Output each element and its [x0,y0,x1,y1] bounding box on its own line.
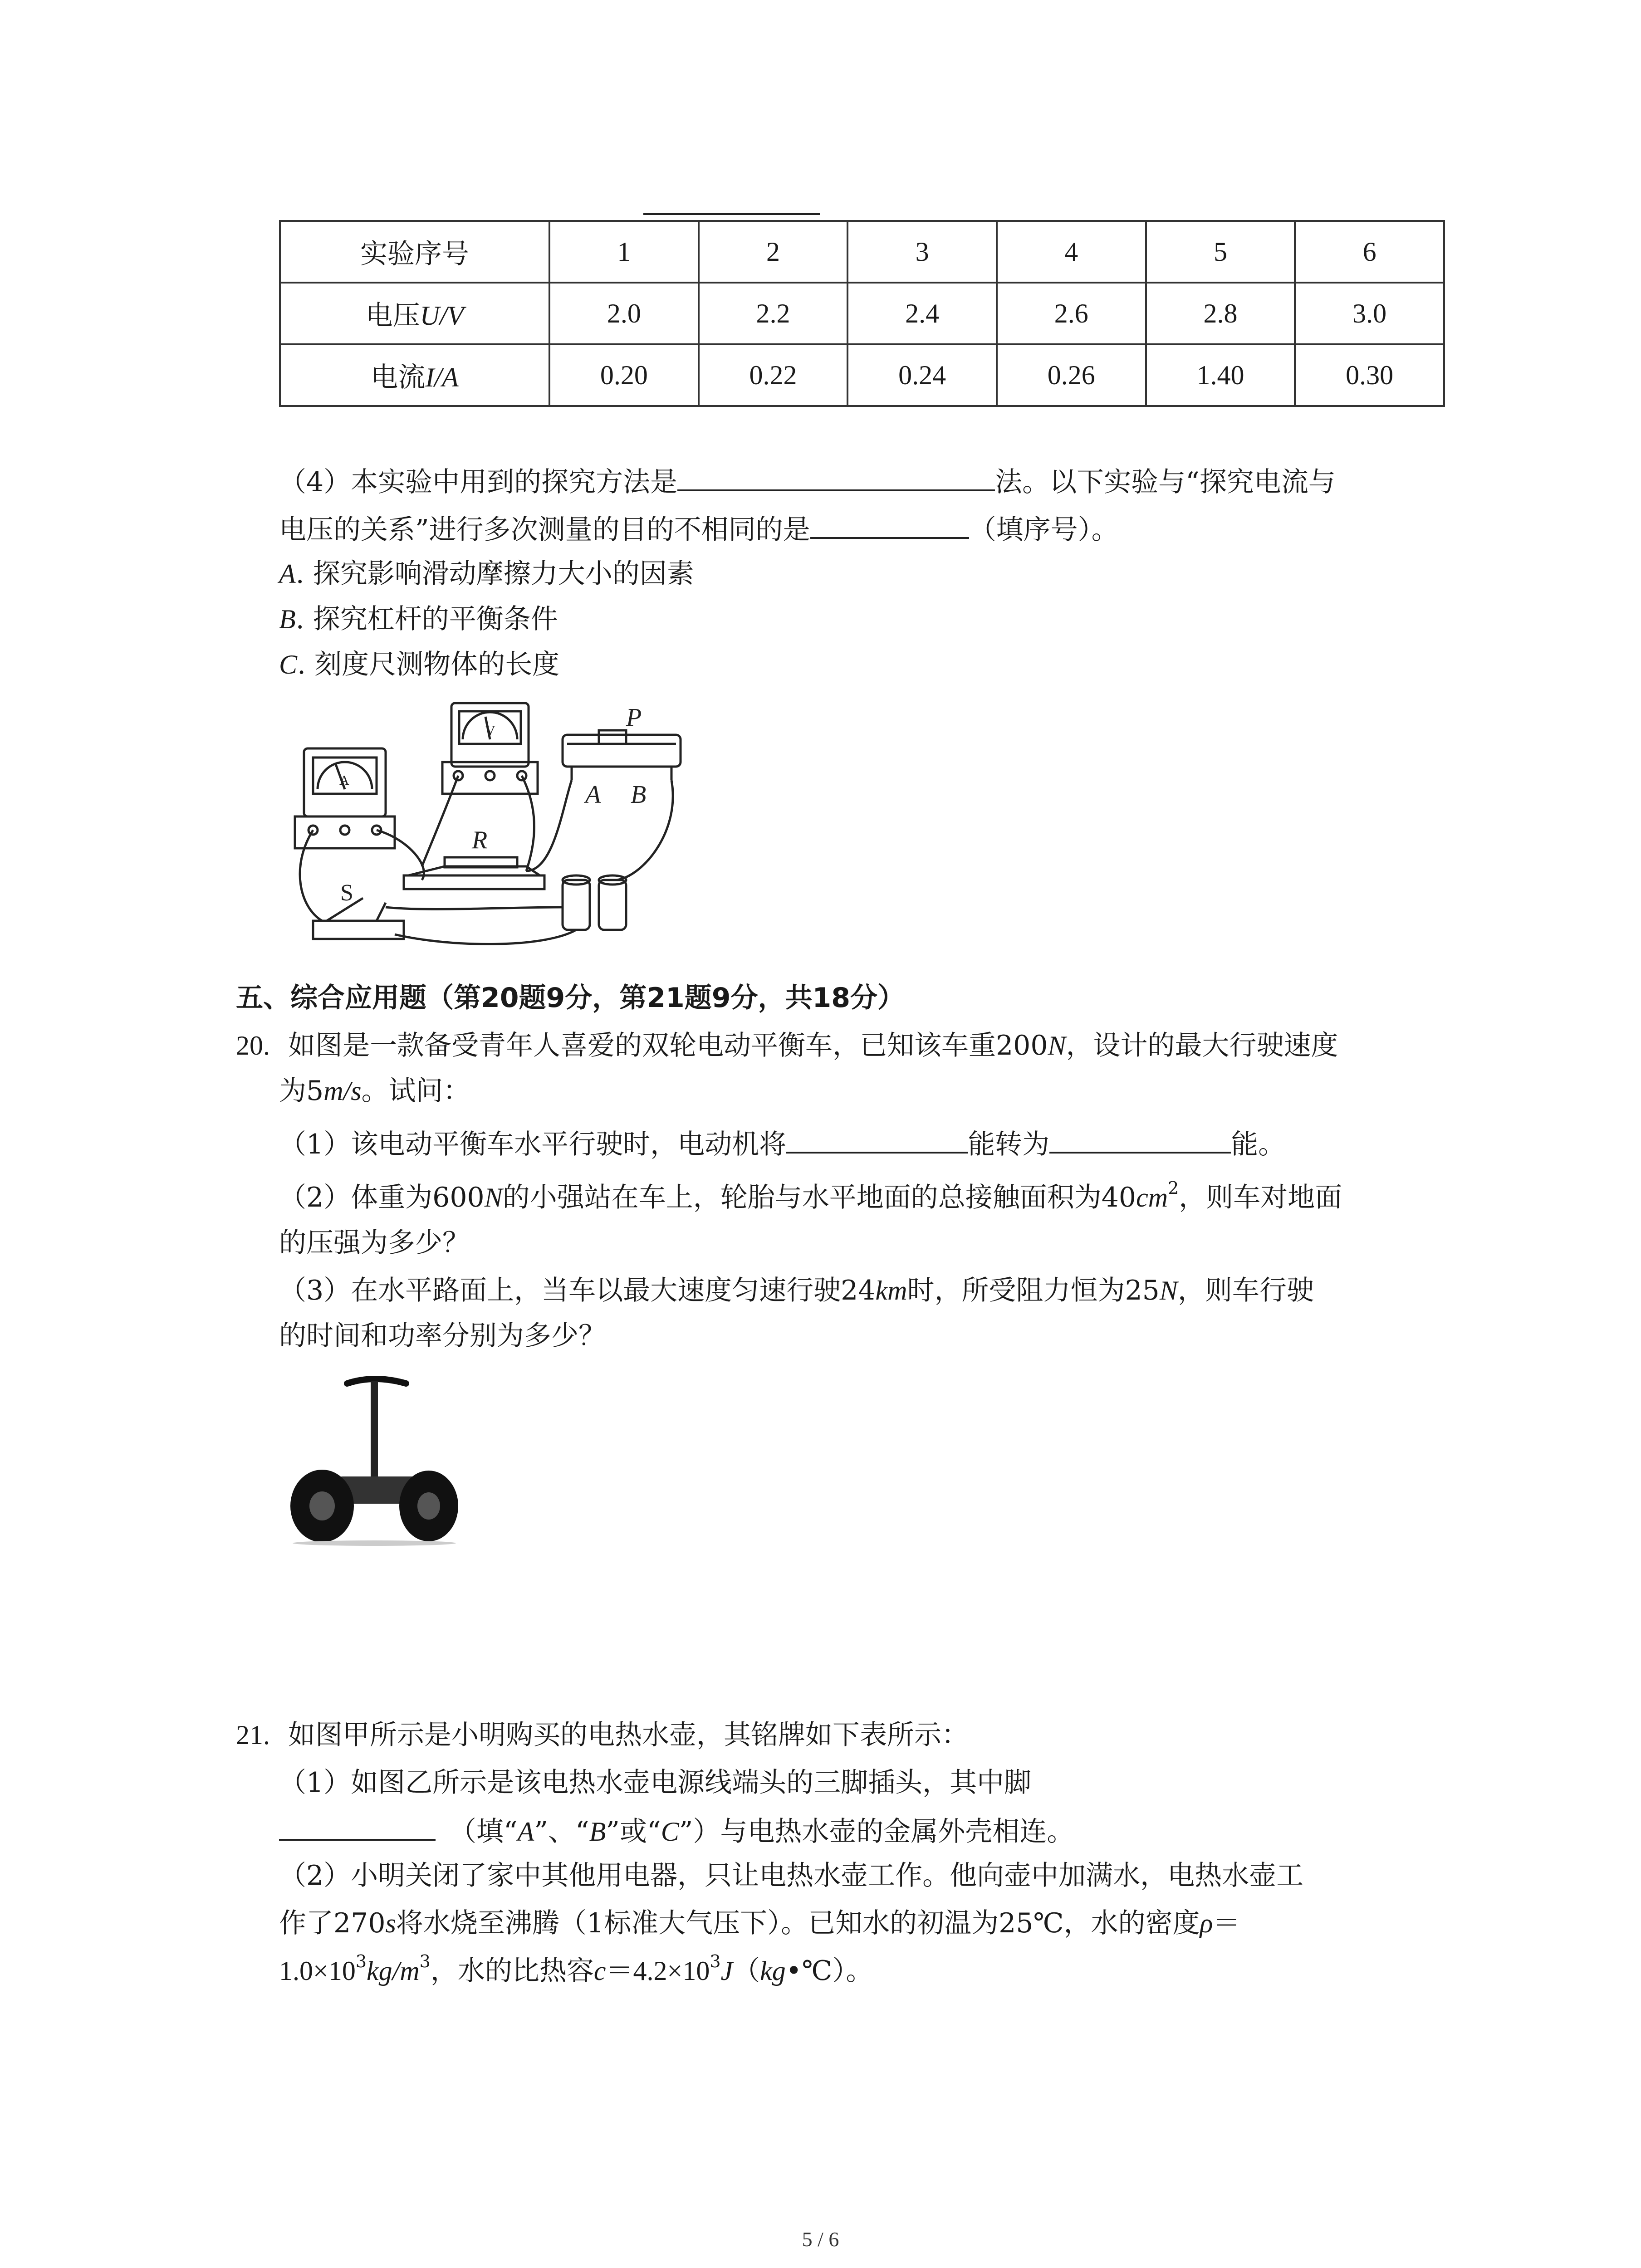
q20-line1: 20. 如图是一款备受青年人喜爱的双轮电动平衡车，已知该车重200N，设计的最大行驶速度 [236,1030,1338,1061]
q21-part1-line2: （填“A”、“B”或“C”）与电热水壶的金属外壳相连。 [279,1810,1074,1852]
table-header-cell: 实验序号 [280,221,549,283]
answer-blank[interactable] [1049,1123,1231,1154]
label-p: P [626,704,642,732]
balance-scooter-image [279,1374,470,1547]
q19-part4-line2: 电压的关系”进行多次测量的目的不相同的是 （填序号）。 [279,508,1119,550]
q20-part3-line1: （3）在水平路面上，当车以最大速度匀速行驶24km时，所受阻力恒为25N，则车行驶 [279,1275,1314,1306]
label-b: B [631,781,647,809]
table-cell: 0.26 [997,344,1146,406]
table-header-cell: 电压U/V [280,283,549,344]
table-cell: 1 [549,221,699,283]
q21-line1: 21. 如图甲所示是小明购买的电热水壶，其铭牌如下表所示： [236,1719,969,1751]
table-cell: 2.2 [699,283,848,344]
ammeter-letter: A [339,773,349,788]
table-row [280,283,1444,344]
label-a: A [585,781,601,809]
q20-line2: 为5m/s。试问： [279,1075,470,1107]
q20-part3-line2: 的时间和功率分别为多少？ [279,1320,606,1352]
label-s: S [340,880,353,906]
voltmeter-letter: V [485,723,495,738]
option-a: A. 探究影响滑动摩擦力大小的因素 [279,558,694,590]
table-cell: 0.30 [1295,344,1444,406]
table-header-cell: 电流I/A [280,344,549,406]
q21-part2-line1: （2）小明关闭了家中其他用电器，只让电热水壶工作。他向壶中加满水，电热水壶工 [279,1860,1304,1892]
q21-part2-line2: 作了270s将水烧至沸腾（1标准大气压下）。已知水的初温为25℃，水的密度ρ＝ [279,1907,1240,1939]
table-row [280,344,1444,406]
table-cell: 2 [699,221,848,283]
table-cell: 6 [1295,221,1444,283]
switch-icon [313,898,404,939]
option-b: B. 探究杠杆的平衡条件 [279,603,558,635]
table-row [280,221,1444,283]
table-cell: 2.4 [847,283,997,344]
answer-blank[interactable] [810,508,969,539]
answer-blank[interactable] [786,1123,968,1154]
label-r: R [472,826,488,854]
top-answer-line [643,213,820,215]
table-cell: 2.6 [997,283,1146,344]
table-cell: 1.40 [1146,344,1295,406]
table-cell: 3 [847,221,997,283]
table-cell: 2.0 [549,283,699,344]
table-cell: 4 [997,221,1146,283]
answer-blank[interactable] [677,460,995,491]
experiment-table [279,220,1445,407]
battery-icon [563,875,626,930]
q21-part1-line1: （1）如图乙所示是该电热水壶电源线端头的三脚插头，其中脚 [279,1767,1032,1799]
q19-part4-line1: （4）本实验中用到的探究方法是 法。以下实验与“探究电流与 [279,460,1336,503]
option-c: C. 刻度尺测物体的长度 [279,649,560,680]
table-cell: 0.22 [699,344,848,406]
page-number: 5 / 6 [802,2228,839,2251]
q21-part2-line3: $1.0\times 10^3kg/m^3$，水的比热容$c=4.2\times 10^3J(kg•℃)$。 [279,1951,873,1987]
table-cell: 5 [1146,221,1295,283]
circuit-diagram [272,694,708,948]
table-cell: 2.8 [1146,283,1295,344]
q20-part2-line1: （2）体重为600N的小强站在车上，轮胎与水平地面的总接触面积为$40cm^2$，则车对地面 [279,1178,1342,1213]
section-heading: 五、综合应用题（第20题9分，第21题9分，共18分） [236,982,905,1014]
table-cell: 0.24 [847,344,997,406]
q20-part1: （1）该电动平衡车水平行驶时，电动机将 能转为 能。 [279,1123,1285,1165]
table-cell: 0.20 [549,344,699,406]
rheostat-icon [563,730,681,780]
answer-blank[interactable] [279,1810,436,1841]
q20-part2-line2: 的压强为多少？ [279,1227,470,1259]
table-cell: 3.0 [1295,283,1444,344]
